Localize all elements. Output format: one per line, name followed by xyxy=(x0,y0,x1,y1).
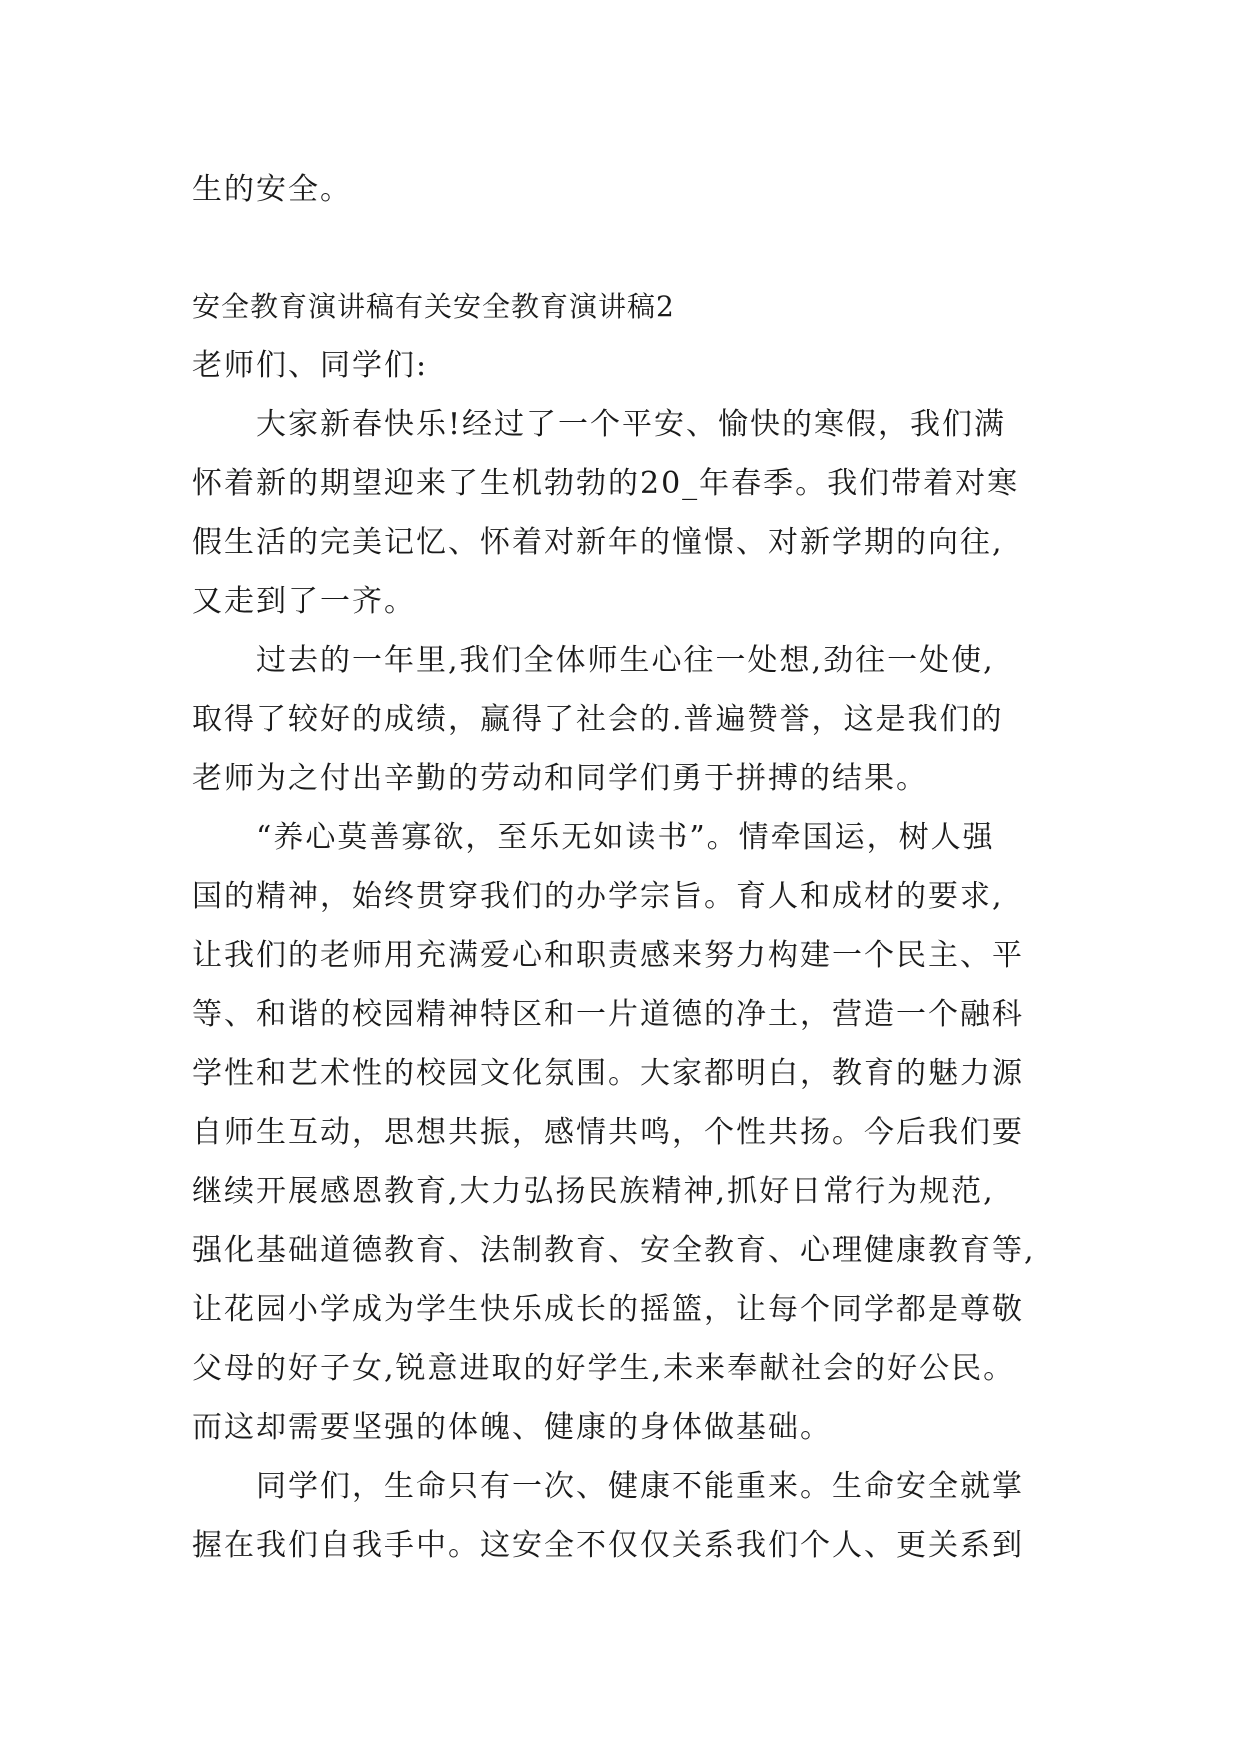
text-line: 让花园小学成为学生快乐成长的摇篮，让每个同学都是尊敬 xyxy=(192,1292,1024,1327)
text-line: 而这却需要坚强的体魄、健康的身体做基础。 xyxy=(192,1410,832,1445)
text-line: 假生活的完美记忆、怀着对新年的憧憬、对新学期的向往, xyxy=(192,525,1004,560)
text-line: 继续开展感恩教育,大力弘扬民族精神,抓好日常行为规范, xyxy=(192,1174,995,1209)
text-line: 同学们，生命只有一次、健康不能重来。生命安全就掌 xyxy=(256,1469,1024,1504)
text-line: 怀着新的期望迎来了生机勃勃的20_年春季。我们带着对寒 xyxy=(192,466,1020,501)
text-line: 学性和艺术性的校园文化氛围。大家都明白，教育的魅力源 xyxy=(192,1056,1024,1091)
salutation: 老师们、同学们: xyxy=(192,348,429,383)
document-body xyxy=(192,160,1056,1575)
text-line: 老师为之付出辛勤的劳动和同学们勇于拼搏的结果。 xyxy=(192,761,928,796)
text-line: 过去的一年里,我们全体师生心往一处想,劲往一处使, xyxy=(256,643,995,678)
section-title: 安全教育演讲稿有关安全教育演讲稿2 xyxy=(192,290,675,323)
text-line: 取得了较好的成绩，赢得了社会的.普遍赞誉，这是我们的 xyxy=(192,702,1004,737)
text-line: 自师生互动，思想共振，感情共鸣，个性共扬。今后我们要 xyxy=(192,1115,1024,1150)
paragraph-gap xyxy=(192,219,1056,277)
text-line: 父母的好子女,锐意进取的好学生,未来奉献社会的好公民。 xyxy=(192,1351,1016,1386)
text-line: “养心莫善寡欲，至乐无如读书”。情牵国运，树人强 xyxy=(256,820,995,855)
text-line: 国的精神，始终贯穿我们的办学宗旨。育人和成材的要求, xyxy=(192,879,1004,914)
text-line: 强化基础道德教育、法制教育、安全教育、心理健康教育等, xyxy=(192,1233,1036,1268)
text-line: 又走到了一齐。 xyxy=(192,584,416,619)
text-line: 生的安全。 xyxy=(192,172,352,207)
text-line: 大家新春快乐!经过了一个平安、愉快的寒假，我们满 xyxy=(256,407,1007,442)
text-line: 握在我们自我手中。这安全不仅仅关系我们个人、更关系到 xyxy=(192,1528,1024,1563)
text-line: 等、和谐的校园精神特区和一片道德的净土，营造一个融科 xyxy=(192,997,1024,1032)
text-line: 让我们的老师用充满爱心和职责感来努力构建一个民主、平 xyxy=(192,938,1024,973)
